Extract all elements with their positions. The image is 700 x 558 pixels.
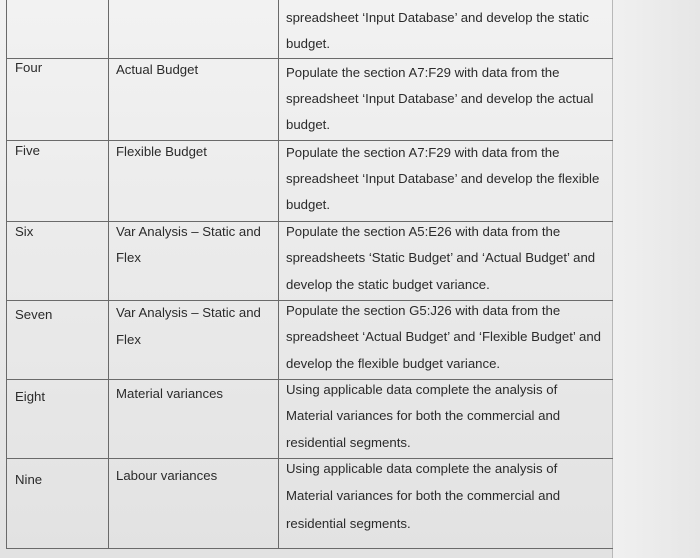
instruction-line: Material variances for both the commercial and	[286, 488, 561, 503]
task-title: Material variances	[116, 386, 224, 401]
step-label: Four	[15, 60, 43, 75]
column-divider	[278, 0, 279, 548]
instruction-line: residential segments.	[286, 516, 411, 531]
instruction-line: budget.	[286, 36, 330, 51]
instruction-line: spreadsheets ‘Static Budget’ and ‘Actual Budget’ and	[286, 250, 596, 265]
page-margin	[612, 0, 700, 558]
column-divider	[108, 0, 109, 548]
instruction-line: Populate the section A5:E26 with data from the	[286, 224, 561, 239]
instruction-line: Material variances for both the commercial and	[286, 408, 561, 423]
step-label: Six	[15, 224, 34, 239]
task-title: Labour variances	[116, 468, 218, 483]
instruction-line: spreadsheet ‘Input Database’ and develop the static	[286, 10, 590, 25]
step-label: Nine	[15, 472, 43, 487]
instruction-line: Populate the section A7:F29 with data from the	[286, 145, 560, 160]
instruction-line: Populate the section A7:F29 with data from the	[286, 65, 560, 80]
task-title: Flex	[116, 250, 141, 265]
instruction-line: develop the flexible budget variance.	[286, 356, 501, 371]
instruction-line: spreadsheet ‘Input Database’ and develop the actual	[286, 91, 594, 106]
step-label: Five	[15, 143, 40, 158]
step-label: Seven	[15, 307, 53, 322]
instruction-line: budget.	[286, 197, 330, 212]
task-title: Flexible Budget	[116, 144, 207, 159]
instruction-line: Populate the section G5:J26 with data from the	[286, 303, 561, 318]
instruction-line: Using applicable data complete the analysis of	[286, 461, 558, 476]
instruction-line: budget.	[286, 117, 330, 132]
task-title: Var Analysis – Static and	[116, 305, 261, 320]
task-title: Var Analysis – Static and	[116, 224, 261, 239]
instruction-line: spreadsheet ‘Actual Budget’ and ‘Flexible Budget’ and	[286, 329, 601, 344]
instruction-line: spreadsheet ‘Input Database’ and develop the flexible	[286, 171, 600, 186]
task-title: Flex	[116, 332, 141, 347]
step-label: Eight	[15, 389, 46, 404]
instruction-line: residential segments.	[286, 435, 411, 450]
instruction-line: Using applicable data complete the analysis of	[286, 382, 558, 397]
assignment-table	[6, 0, 613, 549]
table-row	[7, 58, 613, 59]
task-title: Actual Budget	[116, 62, 199, 77]
instruction-line: develop the static budget variance.	[286, 277, 490, 292]
